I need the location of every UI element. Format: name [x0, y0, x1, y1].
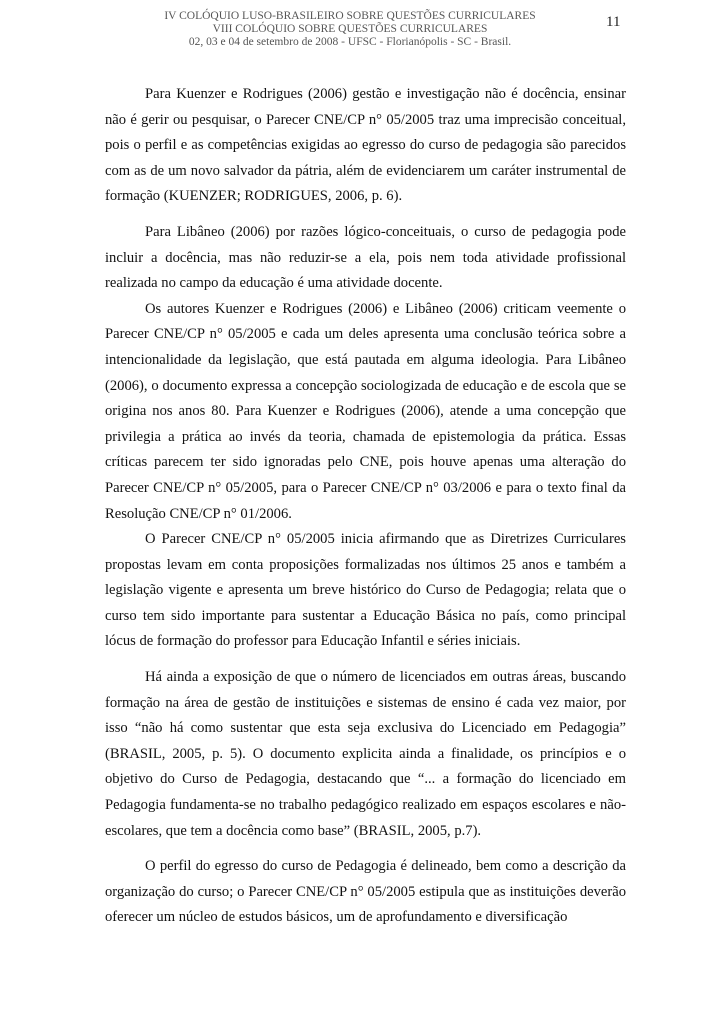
page-number: 11 — [606, 14, 621, 30]
paragraph: Há ainda a exposição de que o número de licenciados em outras áreas, buscando formação na área de gestão de instituições e sistemas de ensino é cada vez maior, por isso “não há como sustentar que esta seja exclusiva do Licenciado em Pedagogia” (BRASIL, 2005, p. 5). O documento explicita ainda a finalidade, os princípios e o objetivo do Curso de Pedagogia, destacando que “... a formação do licenciado em Pedagogia fundamenta-se no trabalho pedagógico realizado em espaços escolares e não-escolares, que tem a docência como base” (BRASIL, 2005, p.7). — [105, 669, 626, 839]
page-header — [130, 10, 570, 49]
document-body — [105, 82, 626, 931]
header-conference-title: IV COLÓQUIO LUSO-BRASILEIRO SOBRE QUESTÕES CURRICULARES — [164, 10, 536, 22]
paragraph: O Parecer CNE/CP n° 05/2005 inicia afirmando que as Diretrizes Curriculares propostas levam em conta proposições formalizadas nos últimos 25 anos e também a legislação vigente e apresenta um breve histórico do Curso de Pedagogia; relata que o curso tem sido importante para sustentar a Educação Básica no país, como principal lócus de formação do professor para Educação Infantil e séries iniciais. — [105, 531, 626, 650]
header-conference-subtitle: VIII COLÓQUIO SOBRE QUESTÕES CURRICULARES — [212, 23, 488, 35]
header-date-location: 02, 03 e 04 de setembro de 2008 - UFSC - Florianópolis - SC - Brasil. — [188, 36, 512, 48]
paragraph: O perfil do egresso do curso de Pedagogia é delineado, bem como a descrição da organização do curso; o Parecer CNE/CP n° 05/2005 estipula que as instituições deverão oferecer um núcleo de estudos básicos, um de aprofundamento e diversificação — [105, 858, 626, 926]
paragraph: Para Libâneo (2006) por razões lógico-conceituais, o curso de pedagogia pode incluir a docência, mas não reduzir-se a ela, pois nem toda atividade profissional realizada no campo da educação é uma atividade docente. — [105, 223, 626, 292]
paragraph: Para Kuenzer e Rodrigues (2006) gestão e investigação não é docência, ensinar não é gerir ou pesquisar, o Parecer CNE/CP n° 05/2005 traz uma imprecisão conceitual, pois o perfil e as competências exigidas ao egresso do curso de pedagogia são parecidos com as de um novo salvador da pátria, além de evidenciarem um caráter instrumental de formação (KUENZER; RODRIGUES, 2006, p. 6). — [105, 86, 626, 205]
paragraph: Os autores Kuenzer e Rodrigues (2006) e Libâneo (2006) criticam veemente o Parecer CNE/CP n° 05/2005 e cada um deles apresenta uma conclusão teórica sobre a intencionalidade da legislação, que está pautada em alguma ideologia. Para Libâneo (2006), o documento expressa a concepção sociologizada de educação e de escola que se origina nos anos 80. Para Kuenzer e Rodrigues (2006), atende a uma concepção que privilegia a prática ao invés da teoria, chamada de epistemologia da prática. Essas críticas parecem ter sido ignoradas pelo CNE, pois houve apenas uma alteração do Parecer CNE/CP n° 05/2005, para o Parecer CNE/CP n° 03/2006 e para o texto final da Resolução CNE/CP n° 01/2006. — [105, 300, 626, 522]
